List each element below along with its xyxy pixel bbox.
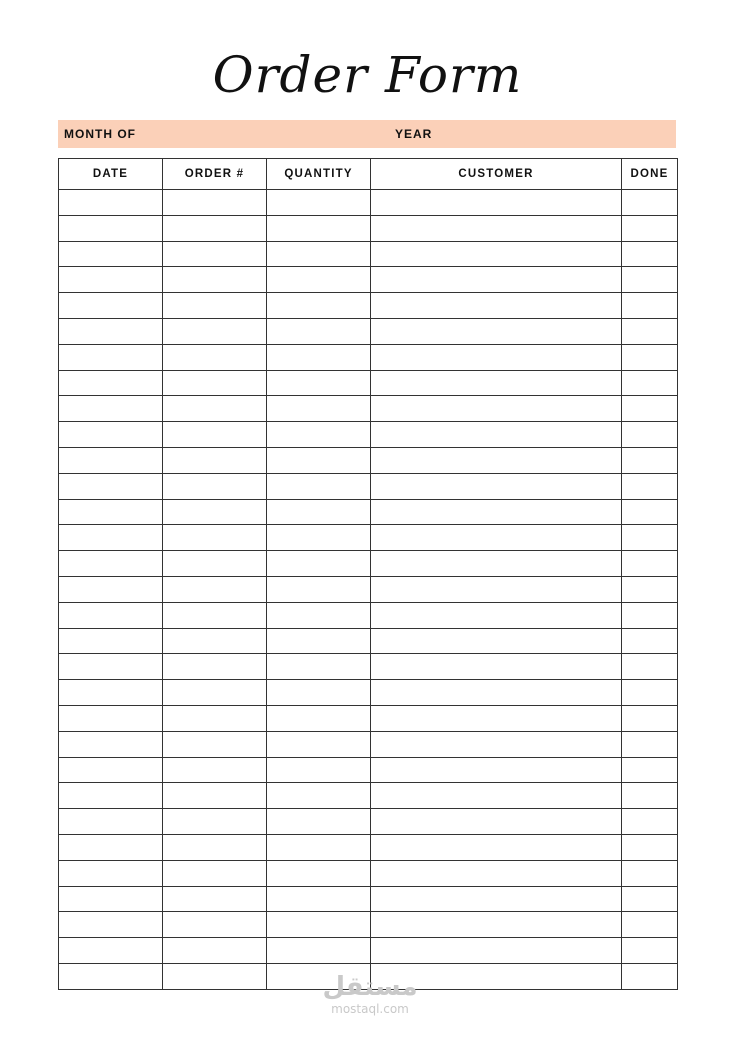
done-cell[interactable]: [622, 654, 678, 680]
quantity-cell[interactable]: [267, 473, 371, 499]
table-row: [59, 731, 678, 757]
order-number-cell[interactable]: [163, 370, 267, 396]
done-cell[interactable]: [622, 834, 678, 860]
customer-cell[interactable]: [371, 370, 622, 396]
table-row: [59, 912, 678, 938]
order-number-cell[interactable]: [163, 757, 267, 783]
table-row: [59, 602, 678, 628]
quantity-cell[interactable]: [267, 680, 371, 706]
order-number-cell[interactable]: [163, 241, 267, 267]
order-table: [58, 158, 678, 990]
order-number-cell[interactable]: [163, 628, 267, 654]
done-cell[interactable]: [622, 731, 678, 757]
done-cell[interactable]: [622, 190, 678, 216]
table-row: [59, 447, 678, 473]
quantity-cell[interactable]: [267, 809, 371, 835]
order-number-cell[interactable]: [163, 318, 267, 344]
done-cell[interactable]: [622, 241, 678, 267]
customer-cell[interactable]: [371, 215, 622, 241]
done-cell[interactable]: [622, 809, 678, 835]
date-cell[interactable]: [59, 551, 163, 577]
quantity-cell[interactable]: [267, 705, 371, 731]
table-row: [59, 628, 678, 654]
quantity-cell[interactable]: [267, 396, 371, 422]
order-number-cell[interactable]: [163, 473, 267, 499]
quantity-cell[interactable]: [267, 267, 371, 293]
done-cell[interactable]: [622, 912, 678, 938]
order-number-cell[interactable]: [163, 654, 267, 680]
quantity-cell[interactable]: [267, 344, 371, 370]
customer-cell[interactable]: [371, 938, 622, 964]
quantity-cell[interactable]: [267, 551, 371, 577]
column-header-customer: CUSTOMER: [371, 159, 622, 190]
column-header-quantity: QUANTITY: [267, 159, 371, 190]
form-title: Order Form: [212, 46, 523, 104]
customer-cell[interactable]: [371, 731, 622, 757]
customer-cell[interactable]: [371, 783, 622, 809]
date-cell[interactable]: [59, 654, 163, 680]
quantity-cell[interactable]: [267, 783, 371, 809]
done-cell[interactable]: [622, 318, 678, 344]
column-header-order-number: ORDER #: [163, 159, 267, 190]
date-cell[interactable]: [59, 628, 163, 654]
quantity-cell[interactable]: [267, 628, 371, 654]
done-cell[interactable]: [622, 293, 678, 319]
customer-cell[interactable]: [371, 860, 622, 886]
order-number-cell[interactable]: [163, 680, 267, 706]
date-cell[interactable]: [59, 344, 163, 370]
date-cell[interactable]: [59, 318, 163, 344]
table-row: [59, 757, 678, 783]
quantity-cell[interactable]: [267, 241, 371, 267]
date-cell[interactable]: [59, 473, 163, 499]
quantity-cell[interactable]: [267, 499, 371, 525]
table-row: [59, 834, 678, 860]
order-number-cell[interactable]: [163, 293, 267, 319]
date-cell[interactable]: [59, 190, 163, 216]
done-cell[interactable]: [622, 938, 678, 964]
date-cell[interactable]: [59, 422, 163, 448]
customer-cell[interactable]: [371, 551, 622, 577]
date-cell[interactable]: [59, 886, 163, 912]
order-number-cell[interactable]: [163, 783, 267, 809]
quantity-cell[interactable]: [267, 318, 371, 344]
customer-cell[interactable]: [371, 344, 622, 370]
customer-cell[interactable]: [371, 447, 622, 473]
quantity-cell[interactable]: [267, 912, 371, 938]
date-cell[interactable]: [59, 680, 163, 706]
table-row: [59, 267, 678, 293]
customer-cell[interactable]: [371, 834, 622, 860]
order-number-cell[interactable]: [163, 422, 267, 448]
done-cell[interactable]: [622, 499, 678, 525]
quantity-cell[interactable]: [267, 886, 371, 912]
customer-cell[interactable]: [371, 267, 622, 293]
done-cell[interactable]: [622, 576, 678, 602]
date-cell[interactable]: [59, 783, 163, 809]
done-cell[interactable]: [622, 680, 678, 706]
done-cell[interactable]: [622, 860, 678, 886]
done-cell[interactable]: [622, 267, 678, 293]
order-number-cell[interactable]: [163, 963, 267, 989]
watermark-arabic: مستقل: [322, 972, 418, 1002]
table-row: [59, 241, 678, 267]
date-cell[interactable]: [59, 525, 163, 551]
order-number-cell[interactable]: [163, 860, 267, 886]
column-header-done: DONE: [622, 159, 678, 190]
order-number-cell[interactable]: [163, 499, 267, 525]
date-cell[interactable]: [59, 912, 163, 938]
quantity-cell[interactable]: [267, 731, 371, 757]
customer-cell[interactable]: [371, 473, 622, 499]
customer-cell[interactable]: [371, 654, 622, 680]
done-cell[interactable]: [622, 473, 678, 499]
table-row: [59, 318, 678, 344]
table-row: [59, 344, 678, 370]
order-number-cell[interactable]: [163, 938, 267, 964]
table-row: [59, 654, 678, 680]
table-row: [59, 809, 678, 835]
table-row: [59, 293, 678, 319]
date-cell[interactable]: [59, 215, 163, 241]
date-cell[interactable]: [59, 293, 163, 319]
customer-cell[interactable]: [371, 190, 622, 216]
date-cell[interactable]: [59, 809, 163, 835]
customer-cell[interactable]: [371, 499, 622, 525]
date-cell[interactable]: [59, 447, 163, 473]
quantity-cell[interactable]: [267, 654, 371, 680]
date-cell[interactable]: [59, 860, 163, 886]
table-row: [59, 551, 678, 577]
table-row: [59, 396, 678, 422]
order-number-cell[interactable]: [163, 551, 267, 577]
date-cell[interactable]: [59, 705, 163, 731]
customer-cell[interactable]: [371, 757, 622, 783]
date-cell[interactable]: [59, 241, 163, 267]
date-cell[interactable]: [59, 731, 163, 757]
quantity-cell[interactable]: [267, 525, 371, 551]
quantity-cell[interactable]: [267, 293, 371, 319]
customer-cell[interactable]: [371, 525, 622, 551]
order-number-cell[interactable]: [163, 834, 267, 860]
table-row: [59, 473, 678, 499]
done-cell[interactable]: [622, 422, 678, 448]
quantity-cell[interactable]: [267, 370, 371, 396]
table-row: [59, 886, 678, 912]
date-cell[interactable]: [59, 834, 163, 860]
order-number-cell[interactable]: [163, 215, 267, 241]
order-number-cell[interactable]: [163, 731, 267, 757]
customer-cell[interactable]: [371, 912, 622, 938]
order-number-cell[interactable]: [163, 705, 267, 731]
table-row: [59, 938, 678, 964]
done-cell[interactable]: [622, 783, 678, 809]
done-cell[interactable]: [622, 396, 678, 422]
table-row: [59, 422, 678, 448]
customer-cell[interactable]: [371, 680, 622, 706]
customer-cell[interactable]: [371, 705, 622, 731]
table-row: [59, 370, 678, 396]
table-row: [59, 680, 678, 706]
table-row: [59, 525, 678, 551]
date-cell[interactable]: [59, 938, 163, 964]
table-header-row: [59, 159, 678, 190]
quantity-cell[interactable]: [267, 602, 371, 628]
customer-cell[interactable]: [371, 241, 622, 267]
date-cell[interactable]: [59, 499, 163, 525]
customer-cell[interactable]: [371, 809, 622, 835]
order-number-cell[interactable]: [163, 396, 267, 422]
table-row: [59, 860, 678, 886]
done-cell[interactable]: [622, 757, 678, 783]
done-cell[interactable]: [622, 525, 678, 551]
table-row: [59, 783, 678, 809]
done-cell[interactable]: [622, 344, 678, 370]
table-row: [59, 705, 678, 731]
order-number-cell[interactable]: [163, 809, 267, 835]
customer-cell[interactable]: [371, 886, 622, 912]
watermark-site: mostaql.com: [331, 1002, 409, 1016]
order-number-cell[interactable]: [163, 267, 267, 293]
date-cell[interactable]: [59, 963, 163, 989]
table-row: [59, 576, 678, 602]
customer-cell[interactable]: [371, 318, 622, 344]
quantity-cell[interactable]: [267, 860, 371, 886]
order-number-cell[interactable]: [163, 886, 267, 912]
done-cell[interactable]: [622, 370, 678, 396]
done-cell[interactable]: [622, 215, 678, 241]
done-cell[interactable]: [622, 447, 678, 473]
quantity-cell[interactable]: [267, 190, 371, 216]
order-number-cell[interactable]: [163, 190, 267, 216]
done-cell[interactable]: [622, 886, 678, 912]
quantity-cell[interactable]: [267, 938, 371, 964]
customer-cell[interactable]: [371, 396, 622, 422]
order-number-cell[interactable]: [163, 602, 267, 628]
date-cell[interactable]: [59, 757, 163, 783]
date-cell[interactable]: [59, 370, 163, 396]
done-cell[interactable]: [622, 628, 678, 654]
order-number-cell[interactable]: [163, 912, 267, 938]
table-row: [59, 499, 678, 525]
watermark: [300, 972, 440, 1016]
table-row: [59, 190, 678, 216]
order-number-cell[interactable]: [163, 525, 267, 551]
month-of-label: MONTH OF: [64, 127, 136, 141]
done-cell[interactable]: [622, 963, 678, 989]
quantity-cell[interactable]: [267, 757, 371, 783]
done-cell[interactable]: [622, 602, 678, 628]
customer-cell[interactable]: [371, 576, 622, 602]
date-cell[interactable]: [59, 576, 163, 602]
customer-cell[interactable]: [371, 602, 622, 628]
date-cell[interactable]: [59, 267, 163, 293]
quantity-cell[interactable]: [267, 422, 371, 448]
order-number-cell[interactable]: [163, 447, 267, 473]
quantity-cell[interactable]: [267, 834, 371, 860]
year-label: YEAR: [395, 127, 433, 141]
column-header-date: DATE: [59, 159, 163, 190]
customer-cell[interactable]: [371, 422, 622, 448]
order-number-cell[interactable]: [163, 344, 267, 370]
done-cell[interactable]: [622, 551, 678, 577]
date-cell[interactable]: [59, 396, 163, 422]
month-year-band: [58, 120, 676, 148]
done-cell[interactable]: [622, 705, 678, 731]
table-row: [59, 215, 678, 241]
order-number-cell[interactable]: [163, 576, 267, 602]
quantity-cell[interactable]: [267, 576, 371, 602]
quantity-cell[interactable]: [267, 215, 371, 241]
customer-cell[interactable]: [371, 293, 622, 319]
quantity-cell[interactable]: [267, 447, 371, 473]
customer-cell[interactable]: [371, 628, 622, 654]
date-cell[interactable]: [59, 602, 163, 628]
